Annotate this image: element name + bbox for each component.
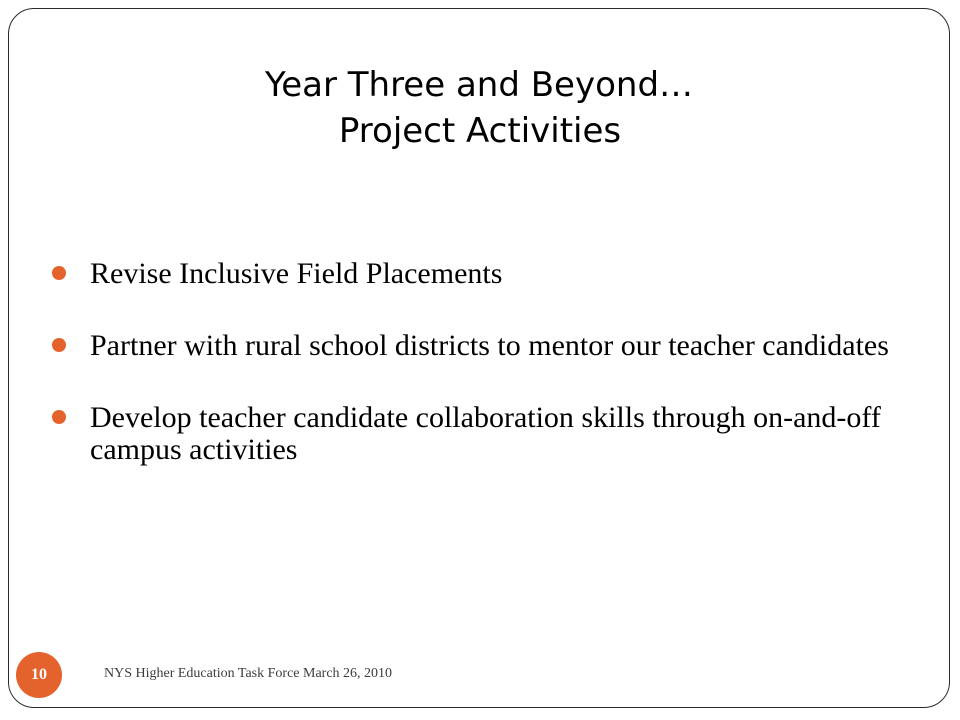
slide-title: [0, 62, 960, 154]
bullet-item: [50, 258, 890, 290]
bullet-dot-icon: [52, 266, 66, 280]
bullet-item: [50, 402, 890, 466]
bullet-text: Partner with rural school districts to mentor our teacher candidates: [90, 329, 889, 362]
title-line-2: Project Activities: [338, 111, 622, 151]
bullet-text: Develop teacher candidate collaboration skills through on-and-off campus activities: [90, 401, 881, 466]
bullet-dot-icon: [52, 338, 66, 352]
footer-text: NYS Higher Education Task Force March 26, 2010: [104, 666, 393, 681]
slide-number: 10: [31, 666, 47, 683]
bullet-list: [50, 258, 890, 506]
title-line-1: Year Three and Beyond…: [264, 65, 694, 105]
bullet-dot-icon: [52, 410, 66, 424]
bullet-item: [50, 330, 890, 362]
bullet-text: Revise Inclusive Field Placements: [90, 257, 503, 290]
slide-number-badge: [16, 652, 62, 698]
